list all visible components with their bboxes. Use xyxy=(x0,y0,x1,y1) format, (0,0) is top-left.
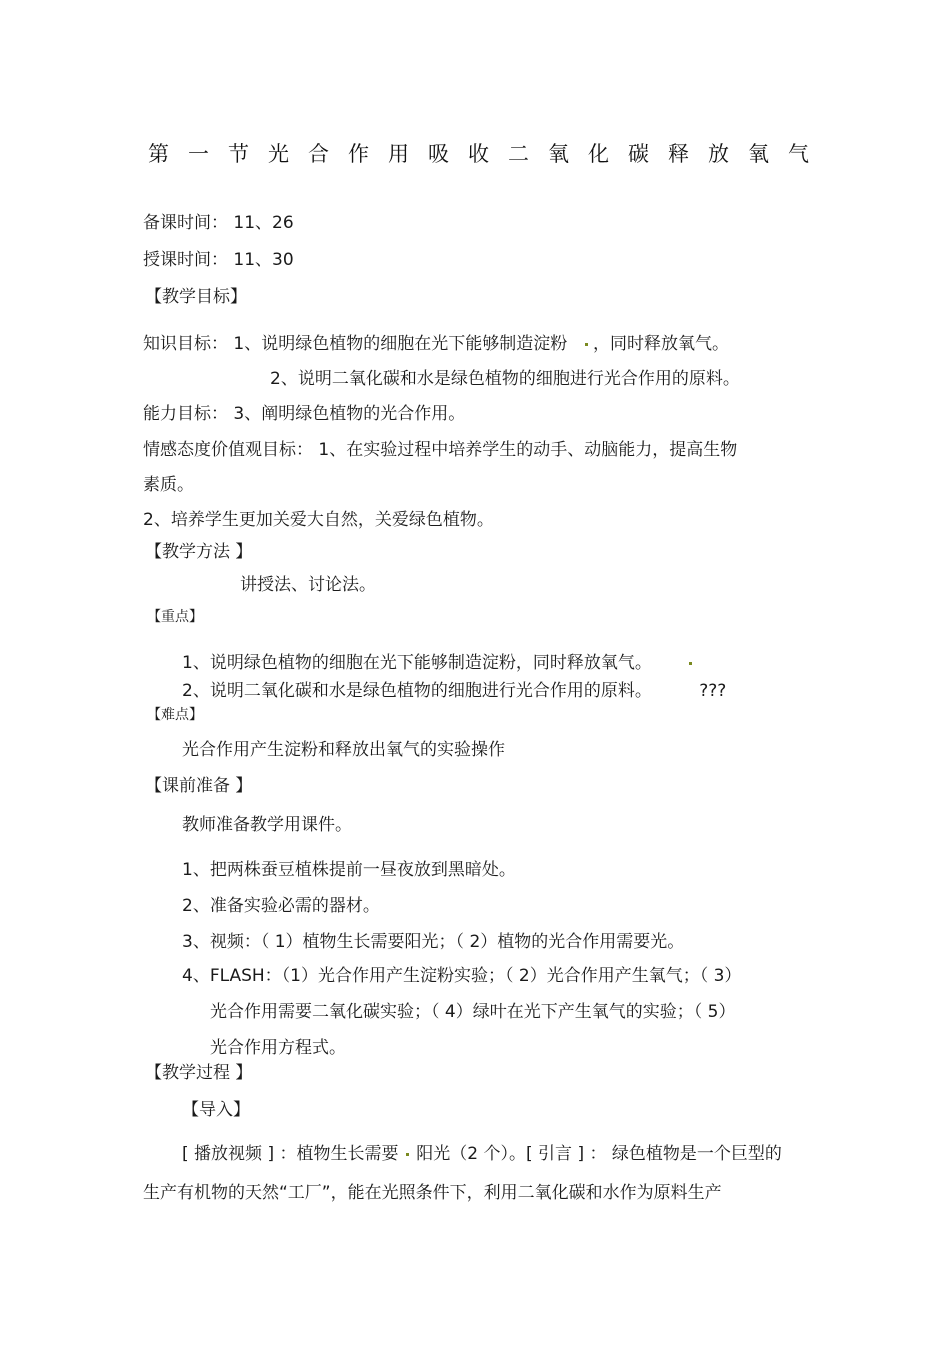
emotion-goal-1-cont: 素质。 xyxy=(143,475,194,495)
stray-mark-icon xyxy=(406,1153,409,1156)
section-process: 【教学过程 】 xyxy=(145,1063,253,1083)
methods: 讲授法、讨论法。 xyxy=(240,575,376,595)
emotion-goal-1: 情感态度价值观目标： 1、在实验过程中培养学生的动手、动脑能力，提高生物 xyxy=(143,440,738,460)
key-point-1-text: 1、说明绿色植物的细胞在光下能够制造淀粉，同时释放氧气。 xyxy=(182,653,652,673)
ability-goal: 能力目标： 3、阐明绿色植物的光合作用。 xyxy=(143,404,466,424)
page-title: 第一节光合作用吸收二氧化碳释放氧气 xyxy=(148,142,828,166)
section-difficult: 【难点】 xyxy=(147,707,203,723)
section-key: 【重点】 xyxy=(147,609,203,625)
knowledge-goal-2: 2、说明二氧化碳和水是绿色植物的细胞进行光合作用的原料。 xyxy=(270,369,740,389)
section-prep: 【课前准备 】 xyxy=(145,776,253,796)
knowledge-goal-1-tail: ，同时释放氧气。 xyxy=(593,334,730,354)
key-point-2 xyxy=(182,681,726,701)
key-point-2-text: 2、说明二氧化碳和水是绿色植物的细胞进行光合作用的原料。 xyxy=(182,681,652,701)
stray-mark-icon xyxy=(689,662,692,665)
key-point-1 xyxy=(182,653,692,673)
prep-item-3: 3、视频：（ 1）植物生长需要阳光；（ 2）植物的光合作用需要光。 xyxy=(182,932,685,952)
prep-item-4: 4、FLASH：（1）光合作用产生淀粉实验；（ 2）光合作用产生氧气；（ 3） xyxy=(182,966,742,986)
prep-item-2: 2、准备实验必需的器材。 xyxy=(182,896,380,916)
emotion-goal-2: 2、培养学生更加关爱大自然，关爱绿色植物。 xyxy=(143,510,494,530)
knowledge-goal-1 xyxy=(143,334,729,354)
intro-para-2: 生产有机物的天然“工厂”，能在光照条件下，利用二氧化碳和水作为原料生产 xyxy=(143,1183,722,1203)
section-intro: 【导入】 xyxy=(182,1100,250,1120)
prep-time: 备课时间： 11、26 xyxy=(143,213,294,233)
intro-para-1 xyxy=(182,1144,782,1164)
prep-intro: 教师准备教学用课件。 xyxy=(182,815,352,835)
prep-item-4-cont: 光合作用需要二氧化碳实验；（ 4）绿叶在光下产生氧气的实验；（ 5） xyxy=(210,1002,736,1022)
knowledge-goal-1-text: 知识目标： 1、说明绿色植物的细胞在光下能够制造淀粉 xyxy=(143,334,568,354)
section-methods: 【教学方法 】 xyxy=(145,542,253,562)
prep-item-1: 1、把两株蚕豆植株提前一昼夜放到黑暗处。 xyxy=(182,860,516,880)
section-goals: 【教学目标】 xyxy=(145,287,247,307)
stray-mark-icon xyxy=(585,343,588,346)
teach-time: 授课时间： 11、30 xyxy=(143,250,294,270)
intro-para-1-b: 阳光（2 个）。[ 引言 ] ： 绿色植物是一个巨型的 xyxy=(416,1144,782,1164)
difficult-point: 光合作用产生淀粉和释放出氧气的实验操作 xyxy=(182,740,505,760)
prep-item-4-end: 光合作用方程式。 xyxy=(210,1038,346,1058)
intro-para-1-a: [ 播放视频 ] ：植物生长需要 xyxy=(182,1144,399,1164)
key-point-2-tail: ??? xyxy=(699,681,727,701)
